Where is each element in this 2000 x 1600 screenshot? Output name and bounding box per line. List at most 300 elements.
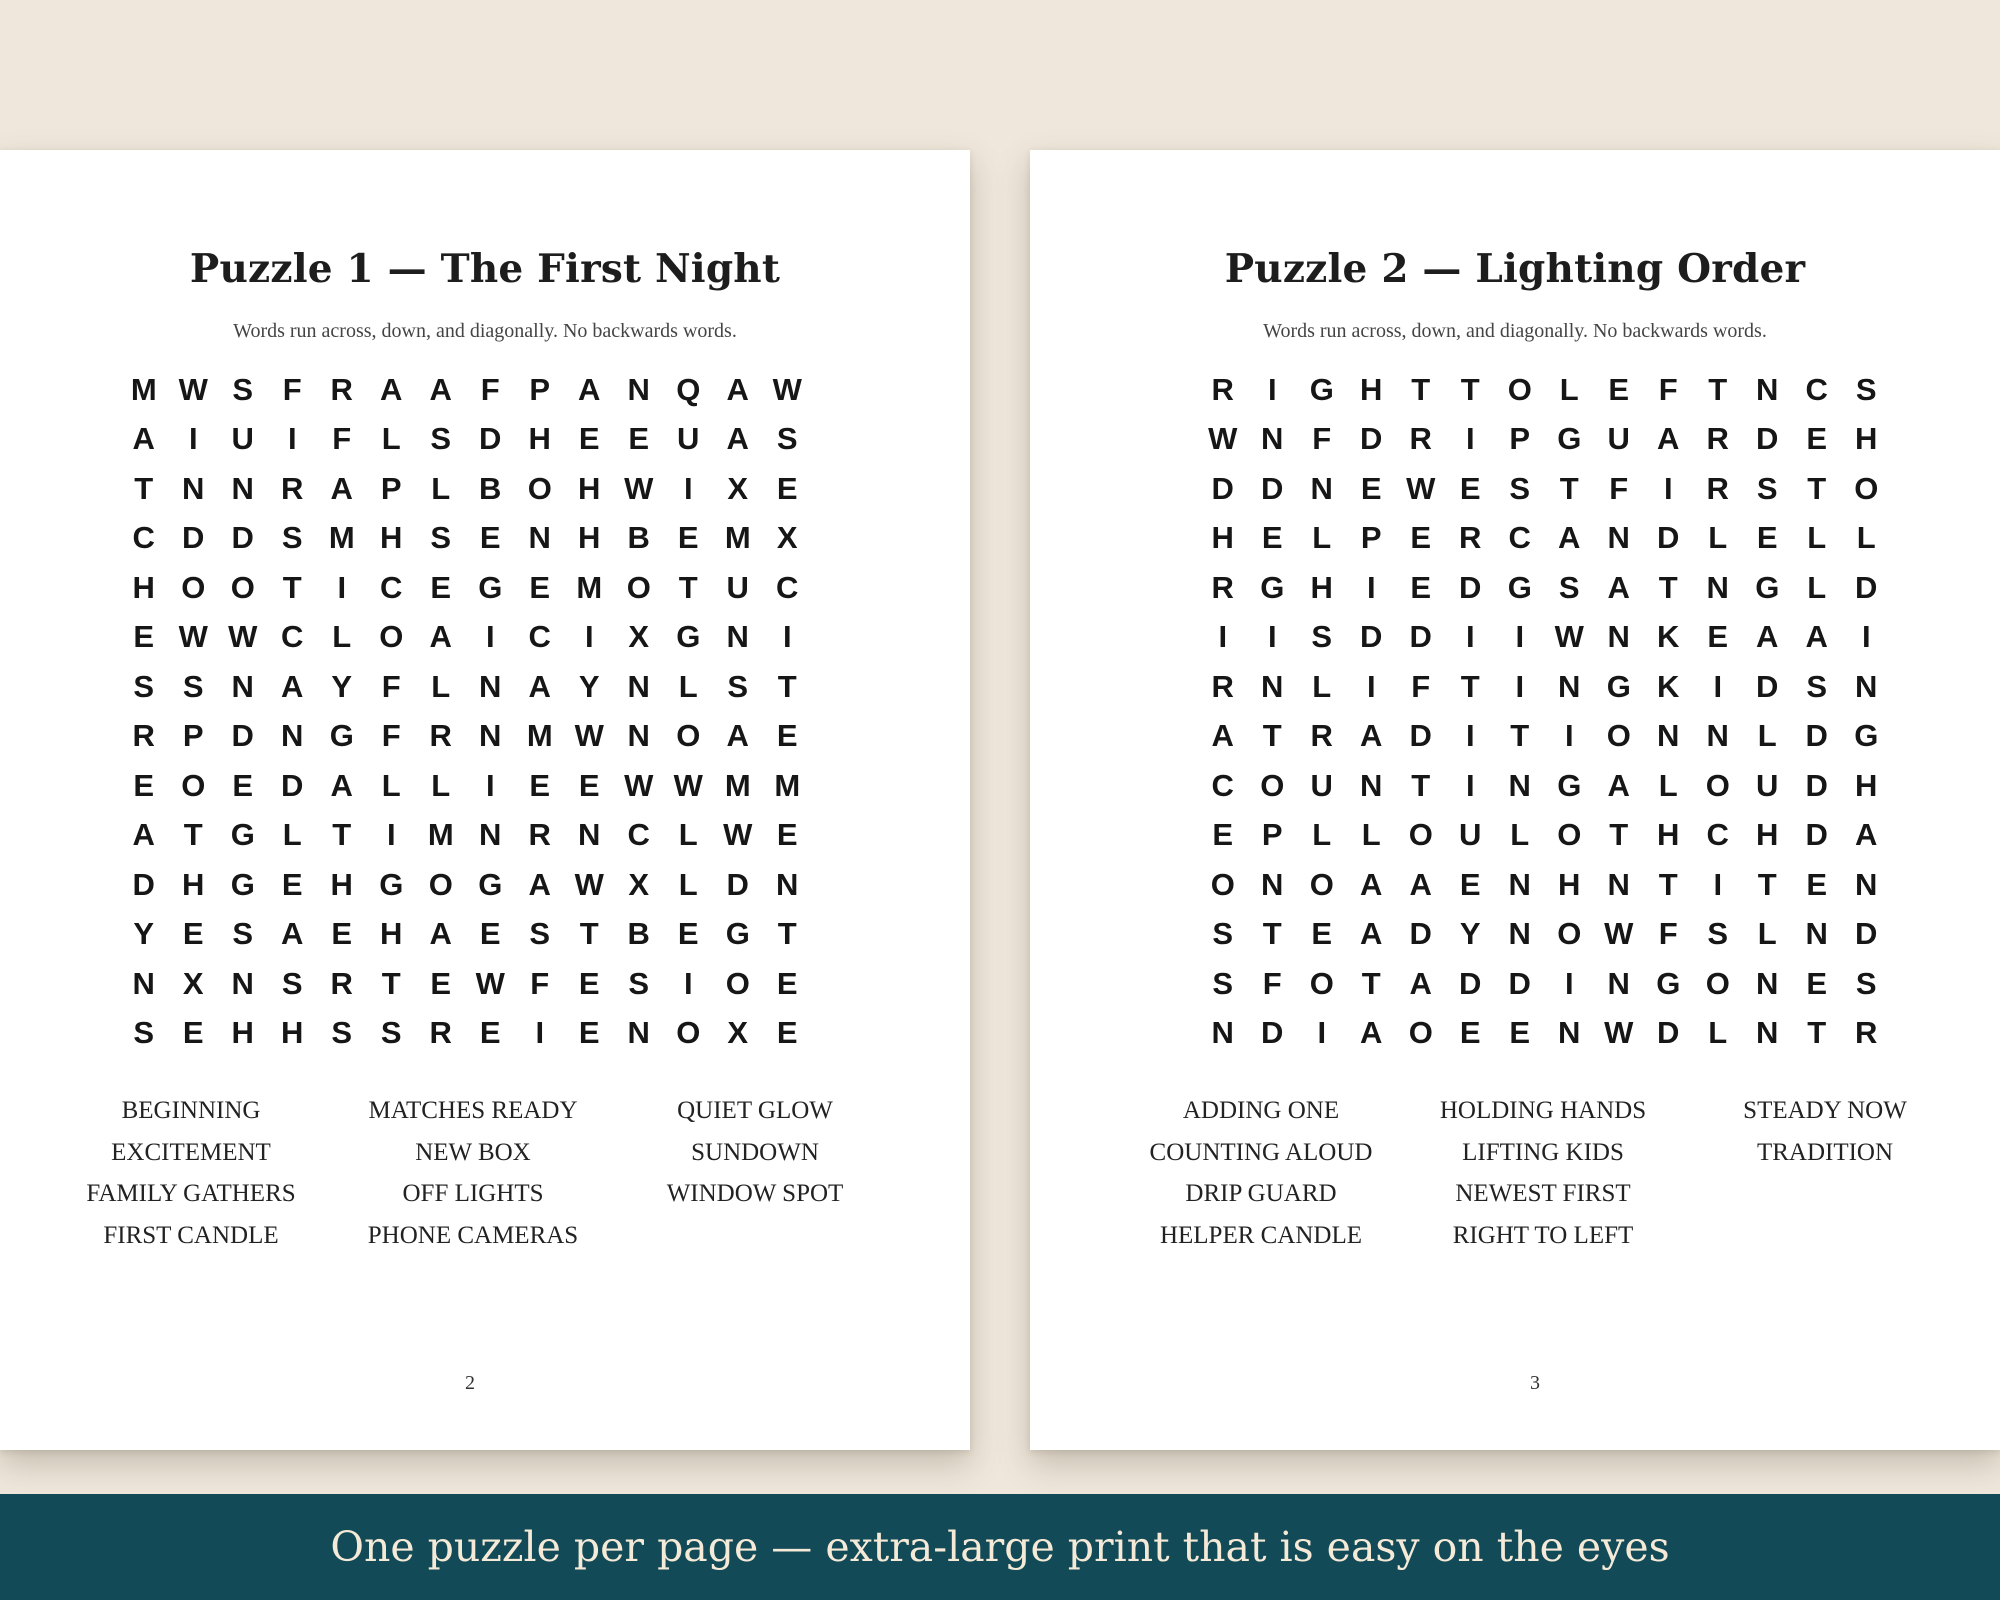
grid-letter: A	[1607, 569, 1630, 605]
grid-letter: O	[1557, 916, 1582, 952]
grid-letter: T	[1807, 470, 1827, 506]
grid-letter: D	[1360, 619, 1383, 655]
grid-letter: T	[1411, 371, 1431, 407]
grid-letter: X	[727, 1015, 749, 1051]
grid-letter: E	[479, 520, 501, 556]
page-number: 2	[465, 1372, 475, 1394]
grid-letter: I	[1564, 718, 1574, 754]
grid-letter: N	[231, 668, 254, 704]
grid-letter: D	[1805, 718, 1828, 754]
word-list-column	[332, 1090, 614, 1256]
grid-letter: L	[332, 619, 352, 655]
grid-letter: G	[1755, 569, 1780, 605]
grid-letter: E	[182, 1015, 204, 1051]
grid-letter: W	[178, 619, 208, 655]
grid-letter: D	[1261, 1015, 1284, 1051]
grid-letter: K	[1657, 668, 1680, 704]
grid-letter: F	[381, 668, 401, 704]
grid-letter: H	[1211, 520, 1234, 556]
grid-letter: A	[1409, 866, 1432, 902]
grid-letter: E	[232, 767, 254, 803]
grid-letter: R	[1211, 371, 1234, 407]
grid-letter: R	[330, 965, 353, 1001]
grid-letter: S	[331, 1015, 353, 1051]
grid-letter: H	[1855, 767, 1878, 803]
grid-letter: M	[774, 767, 801, 803]
word-list	[1120, 1090, 1966, 1256]
grid-letter: T	[579, 916, 599, 952]
grid-letter: H	[578, 470, 601, 506]
grid-letter: O	[1408, 1015, 1433, 1051]
grid-letter: A	[726, 718, 749, 754]
grid-letter: D	[1805, 767, 1828, 803]
grid-letter: C	[1706, 817, 1729, 853]
grid-letter: X	[182, 965, 204, 1001]
word-list-item: HELPER CANDLE	[1159, 1221, 1363, 1249]
grid-letter: U	[1756, 767, 1779, 803]
grid-letter: H	[132, 569, 155, 605]
grid-letter: L	[1559, 371, 1579, 407]
grid-letter: M	[724, 520, 751, 556]
grid-letter: W	[1208, 421, 1238, 457]
grid-letter: P	[1360, 520, 1382, 556]
grid-letter: D	[1855, 569, 1878, 605]
grid-letter: G	[725, 916, 750, 952]
grid-letter: A	[429, 619, 452, 655]
word-list-item: OFF LIGHTS	[402, 1180, 544, 1207]
grid-letter: O	[1705, 965, 1730, 1001]
grid-letter: M	[130, 371, 157, 407]
grid-letter: T	[1460, 668, 1480, 704]
grid-letter: I	[1267, 371, 1277, 407]
grid-letter: Y	[578, 668, 600, 704]
grid-letter: N	[1756, 965, 1779, 1001]
grid-letter: O	[1408, 817, 1433, 853]
grid-letter: A	[281, 916, 304, 952]
letter-grid	[119, 365, 812, 1058]
grid-letter: U	[677, 421, 700, 457]
word-list-item: FAMILY GATHERS	[86, 1180, 296, 1207]
grid-letter: I	[1366, 668, 1376, 704]
grid-letter: L	[1807, 569, 1827, 605]
grid-letter: L	[678, 817, 698, 853]
grid-letter: E	[1212, 817, 1234, 853]
caption-banner	[0, 1494, 2000, 1600]
grid-letter: H	[1756, 817, 1779, 853]
grid-letter: T	[332, 817, 352, 853]
grid-letter: U	[1310, 767, 1333, 803]
grid-letter: I	[1465, 421, 1475, 457]
grid-letter: D	[1657, 1015, 1680, 1051]
grid-letter: N	[1261, 668, 1284, 704]
grid-letter: F	[1658, 916, 1678, 952]
grid-letter: H	[1360, 371, 1383, 407]
grid-letter: W	[574, 866, 604, 902]
grid-letter: C	[1211, 767, 1234, 803]
grid-letter: N	[726, 619, 749, 655]
grid-letter: P	[182, 718, 204, 754]
grid-letter: S	[1311, 619, 1333, 655]
grid-letter: I	[1267, 619, 1277, 655]
grid-letter: D	[1409, 916, 1432, 952]
grid-letter: E	[1707, 619, 1729, 655]
grid-letter: H	[281, 1015, 304, 1051]
grid-letter: E	[776, 470, 798, 506]
grid-letter: L	[1312, 817, 1332, 853]
grid-letter: B	[479, 470, 502, 506]
grid-letter: T	[134, 470, 154, 506]
grid-letter: N	[1855, 866, 1878, 902]
grid-letter: D	[1805, 817, 1828, 853]
grid-letter: E	[1509, 1015, 1531, 1051]
grid-letter: S	[727, 668, 749, 704]
grid-letter: M	[526, 718, 553, 754]
word-list-column	[614, 1090, 896, 1256]
grid-letter: U	[726, 569, 749, 605]
grid-letter: H	[1657, 817, 1680, 853]
grid-letter: T	[1262, 718, 1282, 754]
grid-letter: F	[381, 718, 401, 754]
grid-letter: S	[628, 965, 650, 1001]
grid-letter: G	[1507, 569, 1532, 605]
grid-letter: O	[428, 866, 453, 902]
grid-letter: R	[1706, 421, 1729, 457]
grid-letter: A	[1756, 619, 1779, 655]
grid-letter: E	[331, 916, 353, 952]
grid-letter: A	[330, 470, 353, 506]
grid-letter: E	[578, 767, 600, 803]
grid-letter: A	[1657, 421, 1680, 457]
word-list-column	[1120, 1090, 1402, 1256]
grid-letter: F	[1262, 965, 1282, 1001]
word-list-item: QUIET GLOW	[677, 1097, 833, 1124]
word-list-item: TRADITION	[1756, 1138, 1894, 1166]
grid-letter: O	[181, 767, 206, 803]
grid-letter: D	[1508, 965, 1531, 1001]
grid-letter: T	[1262, 916, 1282, 952]
grid-letter: N	[479, 718, 502, 754]
grid-letter: S	[1855, 371, 1877, 407]
grid-letter: D	[1409, 718, 1432, 754]
grid-letter: N	[231, 965, 254, 1001]
grid-letter: T	[1460, 371, 1480, 407]
grid-letter: E	[776, 965, 798, 1001]
grid-letter: D	[1855, 916, 1878, 952]
grid-letter: L	[1510, 817, 1530, 853]
word-list-item: RIGHT TO LEFT	[1452, 1221, 1634, 1249]
grid-letter: O	[1309, 965, 1334, 1001]
grid-letter: N	[479, 668, 502, 704]
grid-letter: D	[281, 767, 304, 803]
grid-letter: N	[231, 470, 254, 506]
grid-letter: D	[1261, 470, 1284, 506]
grid-letter: I	[1861, 619, 1871, 655]
grid-letter: E	[281, 866, 303, 902]
grid-letter: N	[1558, 1015, 1581, 1051]
grid-letter: N	[1261, 866, 1284, 902]
grid-letter: H	[1855, 421, 1878, 457]
grid-letter: X	[776, 520, 798, 556]
grid-letter: S	[1509, 470, 1531, 506]
grid-letter: H	[231, 1015, 254, 1051]
grid-letter: R	[1310, 718, 1333, 754]
grid-letter: H	[182, 866, 205, 902]
word-list-column	[1684, 1090, 1966, 1256]
grid-letter: W	[178, 371, 208, 407]
grid-letter: N	[627, 371, 650, 407]
grid-letter: R	[1459, 520, 1482, 556]
grid-letter: N	[1805, 916, 1828, 952]
grid-letter: D	[1211, 470, 1234, 506]
grid-letter: X	[727, 470, 749, 506]
grid-letter: I	[485, 619, 495, 655]
grid-letter: E	[1410, 569, 1432, 605]
grid-letter: N	[1657, 718, 1680, 754]
grid-letter: E	[479, 1015, 501, 1051]
word-list-item: MATCHES READY	[368, 1097, 578, 1124]
grid-letter: O	[1606, 718, 1631, 754]
grid-letter: E	[1261, 520, 1283, 556]
grid-letter: T	[777, 668, 797, 704]
grid-letter: Q	[676, 371, 701, 407]
grid-letter: L	[678, 668, 698, 704]
grid-letter: E	[1806, 421, 1828, 457]
grid-letter: W	[723, 817, 753, 853]
grid-letter: A	[1360, 866, 1383, 902]
word-list-item: WINDOW SPOT	[666, 1180, 844, 1207]
grid-letter: S	[281, 520, 303, 556]
grid-letter: S	[232, 371, 254, 407]
grid-letter: D	[1409, 619, 1432, 655]
grid-letter: A	[528, 668, 551, 704]
grid-letter: O	[1854, 470, 1879, 506]
grid-letter: R	[1211, 569, 1234, 605]
grid-letter: S	[1855, 965, 1877, 1001]
grid-letter: I	[287, 421, 297, 457]
grid-letter: A	[726, 371, 749, 407]
grid-letter: R	[429, 718, 452, 754]
grid-letter: E	[677, 520, 699, 556]
grid-letter: Y	[331, 668, 353, 704]
grid-letter: S	[776, 421, 798, 457]
grid-letter: W	[1406, 470, 1436, 506]
grid-letter: F	[1411, 668, 1431, 704]
grid-letter: T	[381, 965, 401, 1001]
grid-letter: U	[1459, 817, 1482, 853]
word-list	[50, 1090, 896, 1256]
page-title: Puzzle 1 — The First Night	[189, 246, 781, 292]
grid-letter: N	[1211, 1015, 1234, 1051]
grid-letter: R	[1855, 1015, 1878, 1051]
word-list-item: NEWEST FIRST	[1455, 1180, 1631, 1207]
grid-letter: E	[430, 965, 452, 1001]
grid-letter: I	[1713, 866, 1723, 902]
grid-letter: F	[1312, 421, 1332, 457]
grid-letter: S	[182, 668, 204, 704]
grid-letter: E	[776, 1015, 798, 1051]
grid-letter: T	[1757, 866, 1777, 902]
grid-letter: O	[626, 569, 651, 605]
grid-letter: C	[1805, 371, 1828, 407]
grid-letter: I	[782, 619, 792, 655]
grid-letter: O	[1557, 817, 1582, 853]
grid-letter: H	[380, 916, 403, 952]
grid-letter: W	[574, 718, 604, 754]
grid-letter: L	[381, 421, 401, 457]
grid-letter: N	[132, 965, 155, 1001]
grid-letter: L	[1708, 520, 1728, 556]
grid-letter: T	[1658, 569, 1678, 605]
grid-letter: I	[1515, 668, 1525, 704]
grid-letter: R	[1211, 668, 1234, 704]
grid-letter: E	[133, 619, 155, 655]
banner-text: One puzzle per page — extra-large print that is easy on the eyes	[330, 1523, 1670, 1571]
word-list-item: FIRST CANDLE	[103, 1221, 279, 1249]
grid-letter: N	[1508, 866, 1531, 902]
grid-letter: D	[1756, 421, 1779, 457]
grid-letter: G	[379, 866, 404, 902]
grid-letter: N	[1855, 668, 1878, 704]
grid-letter: N	[578, 817, 601, 853]
grid-letter: I	[1218, 619, 1228, 655]
grid-letter: I	[1515, 619, 1525, 655]
grid-letter: N	[1607, 965, 1630, 1001]
grid-letter: N	[1558, 668, 1581, 704]
grid-letter: Y	[1459, 916, 1481, 952]
grid-letter: X	[628, 619, 650, 655]
grid-letter: E	[1459, 866, 1481, 902]
grid-letter: W	[772, 371, 802, 407]
grid-letter: T	[1559, 470, 1579, 506]
grid-letter: G	[1557, 767, 1582, 803]
page-number: 3	[1530, 1372, 1540, 1394]
grid-letter: I	[535, 1015, 545, 1051]
grid-letter: T	[678, 569, 698, 605]
grid-letter: S	[1806, 668, 1828, 704]
grid-letter: A	[132, 421, 155, 457]
grid-letter: L	[381, 767, 401, 803]
grid-letter: O	[230, 569, 255, 605]
page-instructions: Words run across, down, and diagonally. No backwards words.	[233, 320, 737, 342]
grid-letter: W	[228, 619, 258, 655]
grid-letter: A	[429, 371, 452, 407]
grid-letter: E	[1608, 371, 1630, 407]
grid-letter: O	[527, 470, 552, 506]
grid-letter: N	[1607, 520, 1630, 556]
grid-letter: S	[1212, 916, 1234, 952]
grid-letter: O	[1210, 866, 1235, 902]
grid-letter: L	[678, 866, 698, 902]
grid-letter: F	[332, 421, 352, 457]
grid-letter: E	[1410, 520, 1432, 556]
grid-letter: A	[1211, 718, 1234, 754]
grid-letter: E	[529, 569, 551, 605]
grid-letter: A	[132, 817, 155, 853]
grid-letter: D	[479, 421, 502, 457]
grid-letter: A	[1805, 619, 1828, 655]
grid-letter: E	[578, 965, 600, 1001]
word-list-item: DRIP GUARD	[1185, 1180, 1337, 1207]
grid-letter: N	[627, 1015, 650, 1051]
grid-letter: D	[1756, 668, 1779, 704]
grid-letter: I	[1663, 470, 1673, 506]
grid-letter: D	[1459, 965, 1482, 1001]
grid-letter: T	[1510, 718, 1530, 754]
grid-letter: R	[132, 718, 155, 754]
grid-letter: D	[231, 520, 254, 556]
grid-letter: S	[529, 916, 551, 952]
grid-letter: I	[1465, 718, 1475, 754]
grid-letter: S	[430, 421, 452, 457]
grid-letter: E	[133, 767, 155, 803]
page-title: Puzzle 2 — Lighting Order	[1224, 246, 1806, 292]
grid-letter: I	[1465, 619, 1475, 655]
grid-letter: N	[1261, 421, 1284, 457]
grid-letter: C	[380, 569, 403, 605]
grid-letter: R	[330, 371, 353, 407]
grid-letter: T	[777, 916, 797, 952]
grid-letter: E	[1459, 1015, 1481, 1051]
grid-letter: N	[627, 668, 650, 704]
grid-letter: M	[724, 767, 751, 803]
grid-letter: O	[181, 569, 206, 605]
grid-letter: I	[1366, 569, 1376, 605]
grid-letter: E	[182, 916, 204, 952]
grid-letter: C	[528, 619, 551, 655]
grid-letter: R	[1706, 470, 1729, 506]
grid-letter: I	[485, 767, 495, 803]
grid-letter: P	[1261, 817, 1283, 853]
grid-letter: E	[628, 421, 650, 457]
grid-letter: I	[683, 965, 693, 1001]
grid-letter: N	[1706, 718, 1729, 754]
grid-letter: P	[529, 371, 551, 407]
grid-letter: N	[182, 470, 205, 506]
word-list-item: EXCITEMENT	[111, 1138, 271, 1166]
grid-letter: P	[380, 470, 402, 506]
grid-letter: E	[1360, 470, 1382, 506]
grid-letter: N	[479, 817, 502, 853]
grid-letter: E	[1311, 916, 1333, 952]
grid-letter: O	[676, 1015, 701, 1051]
grid-letter: T	[1708, 371, 1728, 407]
grid-letter: C	[776, 569, 799, 605]
grid-letter: N	[1706, 569, 1729, 605]
grid-letter: G	[1854, 718, 1879, 754]
grid-letter: F	[1609, 470, 1629, 506]
grid-letter: I	[1713, 668, 1723, 704]
word-list-item: SUNDOWN	[691, 1138, 819, 1166]
grid-letter: A	[1360, 718, 1383, 754]
word-list-item: BEGINNING	[121, 1097, 261, 1124]
grid-letter: N	[1756, 371, 1779, 407]
grid-letter: N	[1607, 866, 1630, 902]
grid-letter: H	[578, 520, 601, 556]
grid-letter: E	[677, 916, 699, 952]
grid-letter: M	[576, 569, 603, 605]
grid-letter: C	[281, 619, 304, 655]
grid-letter: L	[1757, 916, 1777, 952]
grid-letter: C	[627, 817, 650, 853]
grid-letter: I	[1317, 1015, 1327, 1051]
grid-letter: X	[628, 866, 650, 902]
grid-letter: D	[182, 520, 205, 556]
grid-letter: O	[725, 965, 750, 1001]
grid-letter: L	[431, 470, 451, 506]
grid-letter: H	[1558, 866, 1581, 902]
grid-letter: T	[183, 817, 203, 853]
grid-letter: D	[1459, 569, 1482, 605]
